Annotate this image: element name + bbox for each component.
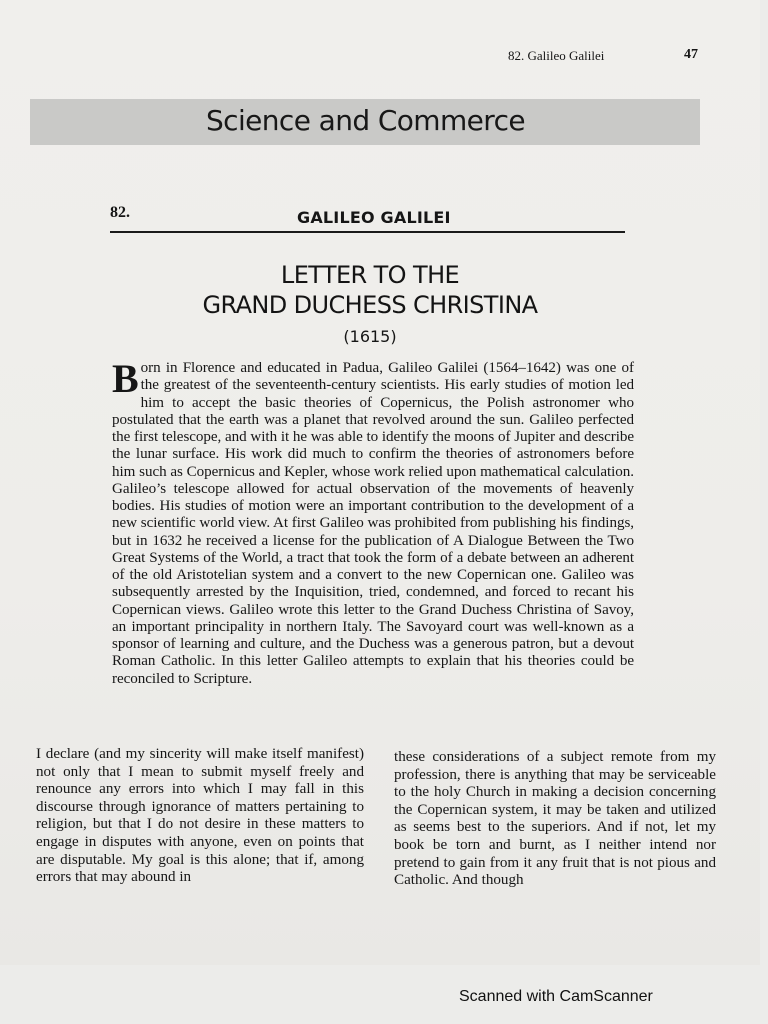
intro-text: orn in Florence and educated in Padua, Galileo Galilei (1564–1642) was one of the greatest of the seventeenth-century scientists. His early studies of motion led him to accept the basic theories of Copernicus, the Polish astronomer who postulated that the earth was a planet that revolved around the sun. Galileo perfected the first telescope, and with it he was able to identify the moons of Jupiter and describe the lunar surface. His work did much to confirm the theories of astronomers before him such as Copernicus and Kepler, whose work relied upon mathematical calculation. Galileo’s telescope allowed for actual observation of the movements of heavenly bodies. His studies of motion were an important contribution to the development of a new scientific world view. At first Galileo was prohibited from publishing his findings, but in 1632 he received a license for the publication of A Dialogue Between the Two Great Systems of the World, a tract that took the form of a debate between an adherent of the old Aristotelian system and a convert to the new Copernican one. Galileo was subsequently arrested by the Inquisition, tried, condemned, and forced to recant his Copernican views. Galileo wrote this letter to the Grand Duchess Christina of Savoy, an important principality in northern Italy. The Savoyard court was well-known as a sponsor of learning and culture, and the Duchess was a generous patron, but a devout Roman Catholic. In this letter Galileo attempts to explain that his theories could be reconciled to Scripture.: [112, 360, 634, 687]
section-title: Science and Commerce: [206, 104, 525, 137]
body-right-column: these considerations of a subject remote from my profession, there is anything that may be serviceable to the holy Church in making a decision concerning the Copernican system, it may be taken and utilized as seems best to the superiors. And if not, let my book be torn and burnt, as I neither intend nor pretend to gain from it any fruit that is not pious and Catholic. And though: [394, 749, 716, 889]
running-head: [508, 48, 604, 64]
running-head-title: 82. Galileo Galilei: [508, 48, 605, 63]
drop-cap: B: [112, 356, 139, 401]
heading-rule: [110, 231, 625, 233]
document-title-line-1: LETTER TO THE: [280, 261, 460, 289]
author-name: GALILEO GALILEI: [297, 208, 451, 227]
document-title-line-2: GRAND DUCHESS CHRISTINA: [202, 291, 538, 319]
document-year: (1615): [343, 327, 397, 346]
entry-number: 82.: [110, 204, 130, 221]
body-left-column: I declare (and my sincerity will make itself manifest) not only that I mean to submit myself freely and renounce any errors into which I may fall in this discourse through ignorance of matters pertaining to religion, but that I do not desire in these matters to engage in disputes with anyone, even on points that are disputable. My goal is this alone; that if, among errors that may abound in: [36, 746, 364, 886]
page-number: 47: [684, 47, 698, 62]
intro-paragraph: [112, 356, 634, 688]
scanner-footer: Scanned with CamScanner: [459, 988, 653, 1005]
